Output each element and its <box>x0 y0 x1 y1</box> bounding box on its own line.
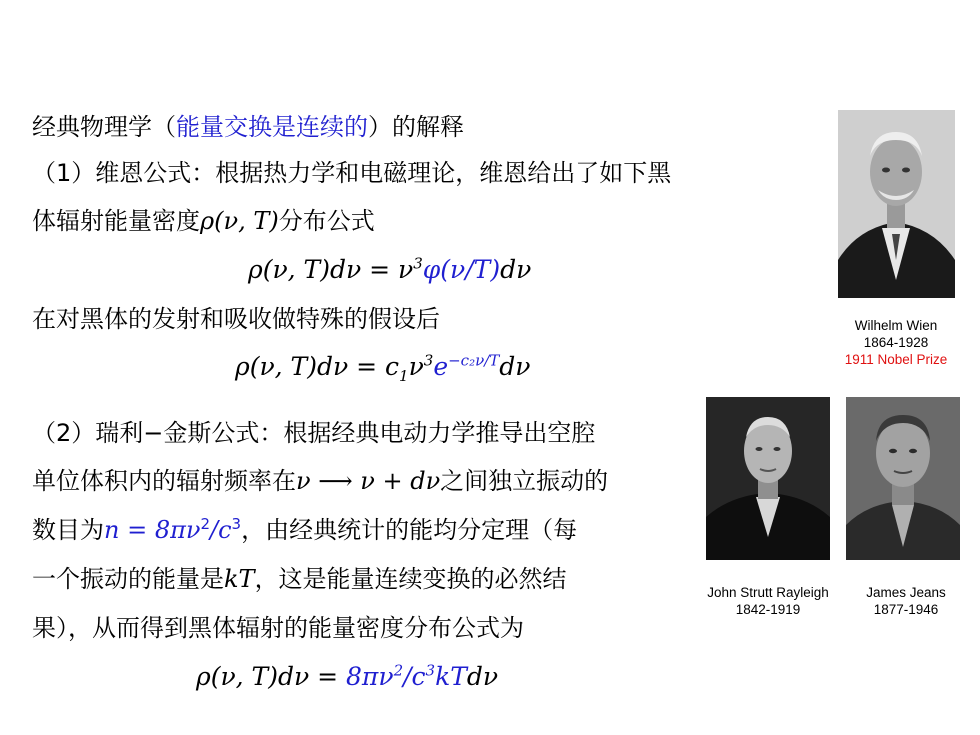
wien-formula-exp-sub: 1 <box>399 367 409 385</box>
rj-formula-exp-2: 3 <box>425 661 436 680</box>
wien-formula-exp-e: e <box>433 352 449 381</box>
rj-line-4 <box>32 563 567 595</box>
rayleigh-portrait <box>706 397 830 560</box>
wien-formula-exp-power: 3 <box>423 351 434 370</box>
rj-line-3-exp2: 3 <box>231 515 242 533</box>
wien-formula-general <box>248 254 531 286</box>
rj-line-4-math: kT <box>224 565 255 593</box>
rj-line-3-suffix: ，由经典统计的能均分定理（每 <box>241 516 578 544</box>
jeans-years: 1877-1946 <box>873 602 939 617</box>
rj-line-5: 果），从而得到黑体辐射的能量密度分布公式为 <box>32 614 524 642</box>
wien-formula-general-exp: 3 <box>413 254 423 273</box>
wien-caption <box>820 317 972 368</box>
wien-assumption: 在对黑体的发射和吸收做特殊的假设后 <box>32 305 440 333</box>
rj-formula-blue-2: /c <box>403 662 426 691</box>
rj-line-3-math2: /c <box>210 516 232 544</box>
intro-suffix: ）的解释 <box>368 113 464 141</box>
rj-line-2 <box>32 465 608 497</box>
wien-years: 1864-1928 <box>863 335 929 350</box>
rj-line-2-math: ν ⟶ ν + dν <box>296 467 441 495</box>
wien-formula-exponential <box>235 351 530 383</box>
wien-line-1: （1）维恩公式：根据热力学和电磁理论，维恩给出了如下黑 <box>32 159 672 187</box>
rj-line-4-prefix: 一个振动的能量是 <box>32 565 224 593</box>
rj-line-3 <box>32 514 577 546</box>
wien-portrait <box>838 110 955 298</box>
intro-heading <box>32 111 464 143</box>
rayleigh-years: 1842-1919 <box>735 602 801 617</box>
wien-line-2-text: 体辐射能量密度 <box>32 207 200 235</box>
wien-formula-exp-nu: ν <box>408 352 424 381</box>
wien-formula-exp-right: dν <box>499 352 531 381</box>
wien-line-2-suffix: 分布公式 <box>278 207 375 235</box>
wien-formula-general-blue: φ(ν/T) <box>422 255 501 284</box>
wien-formula-general-left: ρ(ν, T)dν = ν <box>248 255 414 284</box>
intro-highlight: 能量交换是连续的 <box>176 113 368 141</box>
rj-line-3-exp: 2 <box>200 515 211 533</box>
intro-prefix: 经典物理学（ <box>32 113 176 141</box>
rayleigh-name: John Strutt Rayleigh <box>707 585 829 600</box>
wien-line-2 <box>32 205 375 237</box>
rj-line-2-text: 单位体积内的辐射频率在 <box>32 467 296 495</box>
rj-formula <box>196 661 498 693</box>
wien-formula-exp-eexp: −c₂ν/T <box>448 351 500 370</box>
wien-nobel-prize: 1911 Nobel Prize <box>844 352 948 367</box>
jeans-name: James Jeans <box>866 585 946 600</box>
rj-line-1: （2）瑞利−金斯公式：根据经典电动力学推导出空腔 <box>32 419 596 447</box>
jeans-caption <box>848 584 964 618</box>
rj-formula-left: ρ(ν, T)dν = <box>196 662 347 691</box>
rj-formula-blue-1: 8πν <box>346 662 394 691</box>
rayleigh-caption <box>690 584 846 618</box>
rj-line-3-math: n = 8πν <box>104 516 201 544</box>
wien-line-2-math: ρ(ν, T) <box>200 207 279 235</box>
rj-line-3-prefix: 数目为 <box>32 516 104 544</box>
wien-formula-exp-left: ρ(ν, T)dν = c <box>235 352 400 381</box>
rj-line-4-suffix: ，这是能量连续变换的必然结 <box>254 565 567 593</box>
rj-line-2-suffix: 之间独立振动的 <box>440 467 609 495</box>
rj-formula-right: dν <box>466 662 499 691</box>
wien-name: Wilhelm Wien <box>854 318 938 333</box>
rj-formula-blue-3: kT <box>435 662 467 691</box>
jeans-portrait <box>846 397 960 560</box>
wien-formula-general-right: dν <box>500 255 532 284</box>
rj-formula-exp-1: 2 <box>393 661 404 680</box>
